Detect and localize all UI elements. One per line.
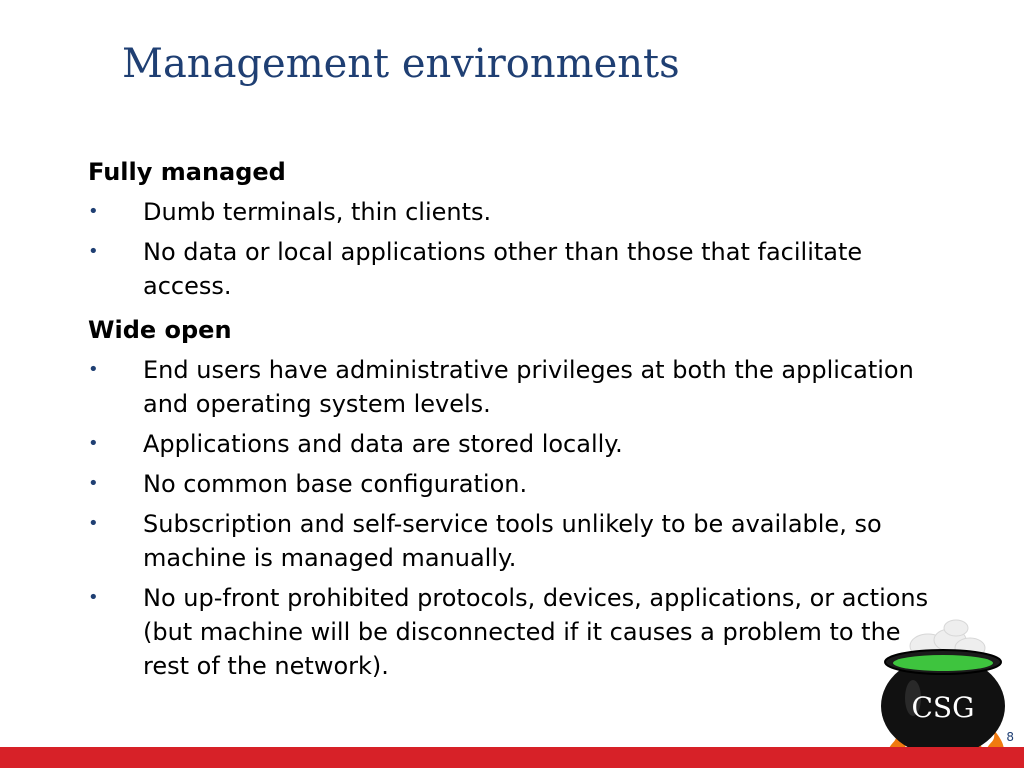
- bullet-text: End users have administrative privileges at both the application and operating system levels.: [143, 356, 914, 418]
- bullet-icon: •: [88, 433, 99, 454]
- list-item: [88, 235, 948, 303]
- bullet-icon: •: [88, 473, 99, 494]
- wide-open-list: [88, 353, 948, 683]
- bullet-icon: •: [88, 359, 99, 380]
- list-item: [88, 195, 948, 229]
- slide-content: [88, 155, 948, 683]
- list-item: [88, 507, 948, 575]
- section-heading-wide-open: Wide open: [88, 316, 232, 344]
- list-item: [88, 581, 948, 683]
- cauldron-liquid: [893, 655, 993, 671]
- bullet-icon: •: [88, 201, 99, 222]
- page-number: 8: [1006, 730, 1014, 744]
- logo-text: CSG: [911, 691, 975, 724]
- bullet-text: No common base configuration.: [143, 470, 528, 498]
- slide-title: Management environments: [122, 41, 680, 87]
- bullet-icon: •: [88, 513, 99, 534]
- bullet-text: Subscription and self-service tools unlikely to be available, so machine is managed manually.: [143, 510, 882, 572]
- bullet-text: Applications and data are stored locally.: [143, 430, 623, 458]
- bullet-icon: •: [88, 241, 99, 262]
- list-item: [88, 353, 948, 421]
- list-item: [88, 427, 948, 461]
- fully-managed-list: [88, 195, 948, 303]
- cauldron-icon: [868, 618, 1018, 768]
- list-item: [88, 467, 948, 501]
- bottom-bar: [0, 747, 1024, 768]
- bullet-text: No up-front prohibited protocols, devices, applications, or actions (but machine will be disconnected if it causes a problem to the rest of the network).: [143, 584, 929, 680]
- bullet-text: No data or local applications other than those that facilitate access.: [143, 238, 863, 300]
- section-heading-fully-managed: Fully managed: [88, 158, 286, 186]
- csg-logo: [868, 618, 1018, 768]
- bullet-text: Dumb terminals, thin clients.: [143, 198, 492, 226]
- bullet-icon: •: [88, 587, 99, 608]
